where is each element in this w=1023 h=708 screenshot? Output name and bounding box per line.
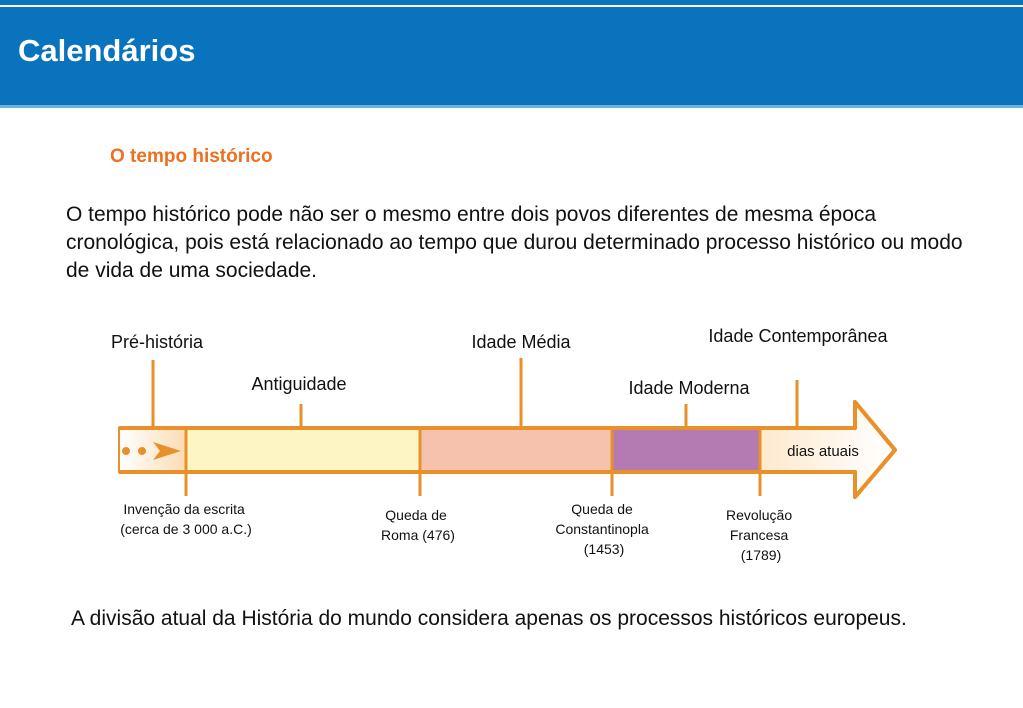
slide-title: Calendários [18, 33, 196, 68]
event-escrita-line-1: Invenção da escrita [123, 501, 245, 517]
event-escrita-line-2: (cerca de 3 000 a.C.) [120, 521, 252, 537]
event-roma-line-2: Roma (476) [381, 527, 455, 543]
event-roma-line-1: Queda de [385, 507, 447, 523]
label-antiguidade: Antiguidade [251, 374, 347, 394]
segment-antiguidade [187, 430, 419, 470]
event-escrita [120, 501, 252, 537]
closing-paragraph: A divisão atual da História do mundo considera apenas os processos históricos europeus. [71, 607, 907, 630]
label-prehistoria: Pré-história [110, 332, 204, 352]
event-revolucao [726, 507, 796, 563]
event-constantinopla-line-1: Queda de [571, 501, 633, 517]
segment-idade-media [421, 430, 611, 470]
label-idade-media: Idade Média [471, 332, 571, 352]
event-revolucao-line-1: Revolução [725, 507, 793, 523]
event-revolucao-line-2: Francesa [729, 527, 789, 543]
label-dias-atuais: dias atuais [787, 443, 859, 460]
event-constantinopla-line-3: (1453) [583, 541, 625, 557]
intro-paragraph: O tempo histórico pode não ser o mesmo entre dois povos diferentes de mesma época cronológica, pois está relacionado ao tempo que durou determinado processo histórico ou modo de vida de uma sociedade. [66, 203, 963, 282]
start-dot-2 [138, 447, 146, 455]
event-constantinopla-line-2: Constantinopla [555, 521, 649, 537]
section-subtitle: O tempo histórico [110, 146, 273, 167]
event-roma [381, 507, 455, 543]
event-constantinopla [555, 501, 652, 557]
label-idade-moderna: Idade Moderna [628, 378, 750, 398]
event-revolucao-line-3: (1789) [740, 547, 782, 563]
start-dot-1 [122, 447, 130, 455]
segment-idade-moderna [613, 430, 759, 470]
label-idade-contemporanea: Idade Contemporânea [708, 326, 888, 346]
